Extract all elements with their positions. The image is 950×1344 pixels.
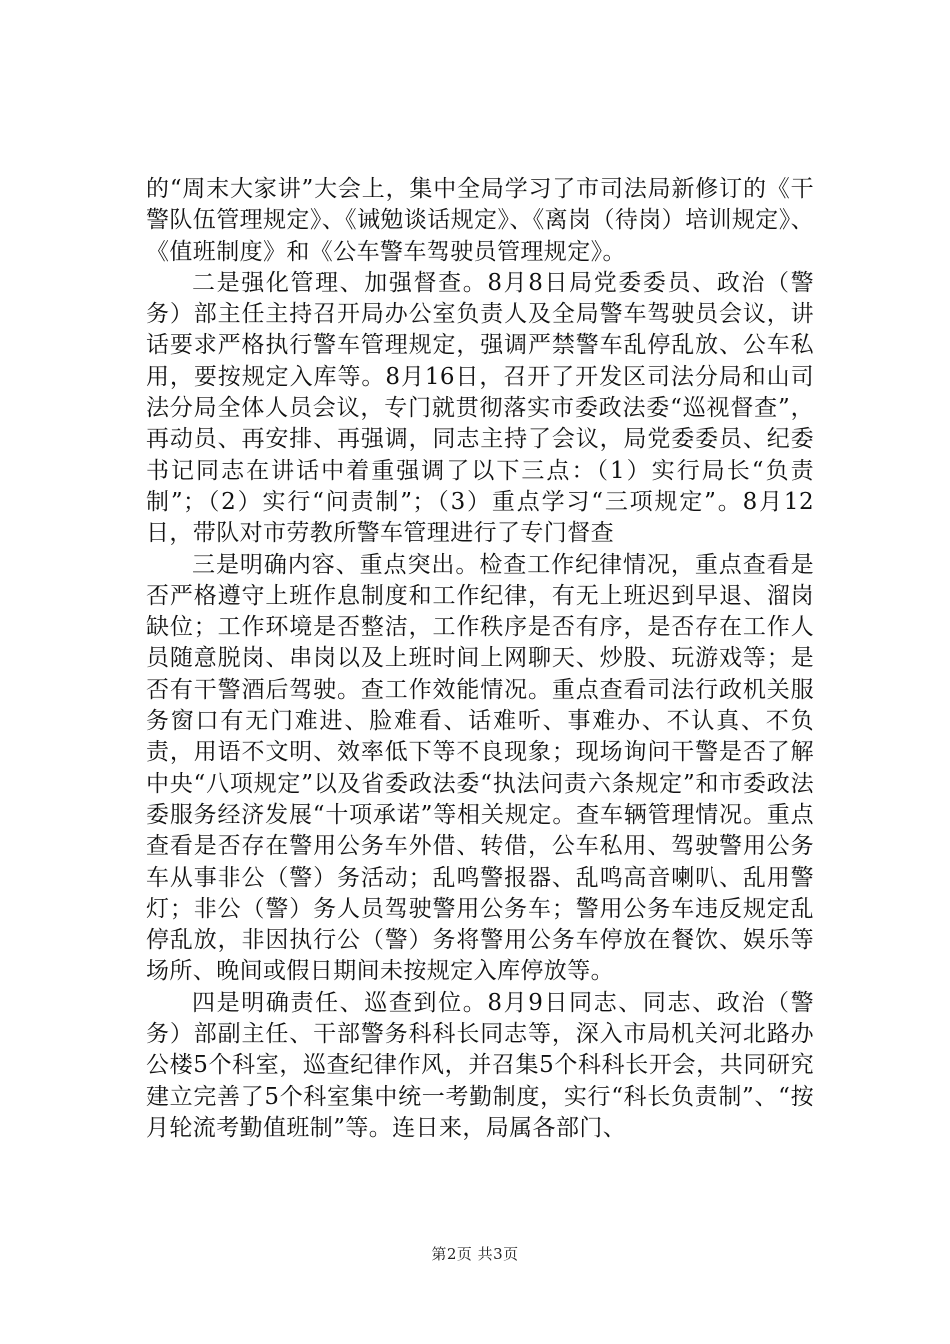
paragraph-continuation: 的“周末大家讲”大会上，集中全局学习了市司法局新修订的《干警队伍管理规定》、《诫勉谈话规定》、《离岗（待岗）培训规定》、《值班制度》和《公车警车驾驶员管理规定》。 <box>146 176 814 265</box>
page-number-footer: 第2页 共3页 <box>431 1245 519 1263</box>
paragraph-clarify-content: 三是明确内容、重点突出。检查工作纪律情况，重点查看是否严格遵守上班作息制度和工作纪律，有无上班迟到早退、溜岗缺位；工作环境是否整洁，工作秩序是否有序，是否存在工作人员随意脱岗、串岗以及上班时间上网聊天、炒股、玩游戏等；是否有干警酒后驾驶。查工作效能情况。重点查看司法行政机关服务窗口有无门难进、脸难看、话难听、事难办、不认真、不负责，用语不文明、效率低下等不良现象；现场询问干警是否了解中央“八项规定”以及省委政法委“执法问责六条规定”和市委政法委服务经济发展“十项承诺”等相关规定。查车辆管理情况。重点查看是否存在警用公务车外借、转借，公车私用、驾驶警用公务车从事非公（警）务活动；乱鸣警报器、乱鸣高音喇叭、乱用警灯；非公（警）务人员驾驶警用公务车；警用公务车违反规定乱停乱放，非因执行公（警）务将警用公务车停放在餐饮、娱乐等场所、晚间或假日期间未按规定入库停放等。 <box>146 551 814 985</box>
paragraph-strengthen-management: 二是强化管理、加强督查。8月8日局党委委员、政治（警务）部主任主持召开局办公室负责人及全局警车驾驶员会议，讲话要求严格执行警车管理规定，强调严禁警车乱停乱放、公车私用，要按规定入库等。8月16日，召开了开发区司法分局和山司法分局全体人员会议，专门就贯彻落实市委政法委“巡视督查”，再动员、再安排、再强调，同志主持了会议，局党委委员、纪委书记同志在讲话中着重强调了以下三点：（1）实行局长“负责制”；（2）实行“问责制”；（3）重点学习“三项规定”。8月12日，带队对市劳教所警车管理进行了专门督查 <box>146 269 814 547</box>
document-body <box>146 174 814 1144</box>
paragraph-clarify-responsibility: 四是明确责任、巡查到位。8月9日同志、同志、政治（警务）部副主任、干部警务科科长同志等，深入市局机关河北路办公楼5个科室，巡查纪律作风，并召集5个科科长开会，共同研究建立完善了5个科室集中统一考勤制度，实行“科长负责制”、“按月轮流考勤值班制”等。连日来，局属各部门、 <box>146 989 814 1141</box>
